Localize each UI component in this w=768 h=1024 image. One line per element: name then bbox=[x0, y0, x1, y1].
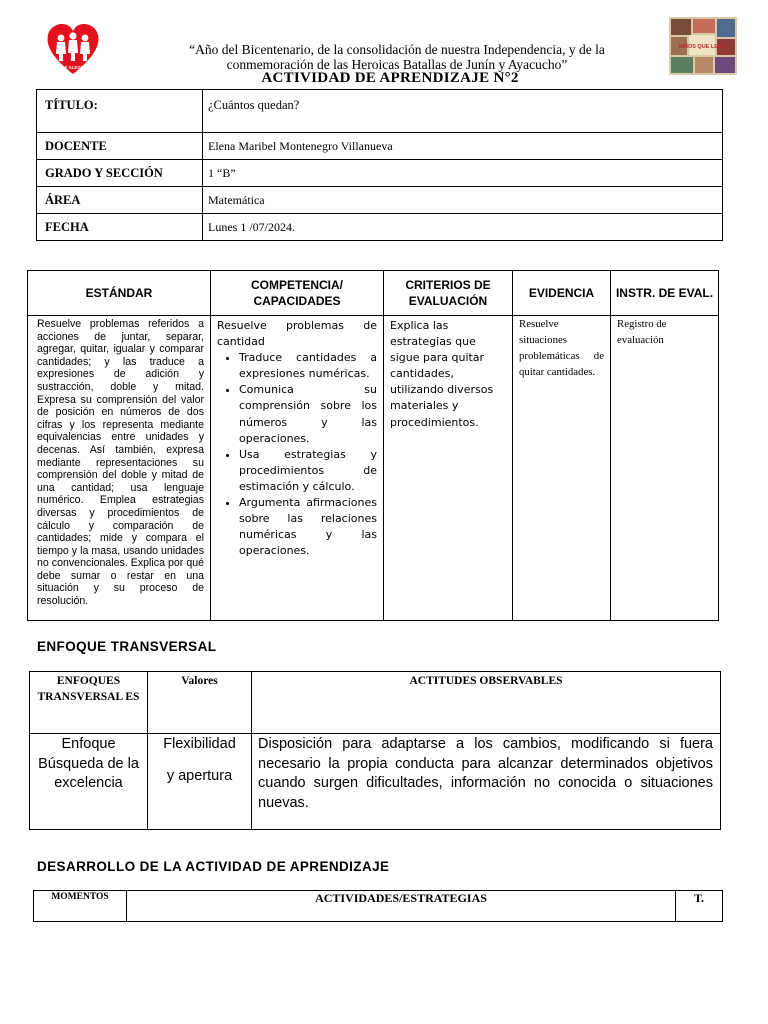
info-row-grado bbox=[37, 160, 723, 187]
info-value: Lunes 1 /07/2024. bbox=[203, 214, 723, 241]
criterios-text: Explica las estrategias que sigue para quitar cantidades, utilizando diversos materiales y procedimientos. bbox=[384, 316, 513, 621]
year-motto bbox=[112, 42, 682, 72]
competency-header-row bbox=[28, 271, 719, 316]
header-enfoques: ENFOQUES TRANSVERSAL ES bbox=[30, 672, 148, 734]
school-logo bbox=[44, 20, 102, 76]
competencia-text: Resuelve problemas de cantidad bbox=[217, 319, 377, 349]
header-momentos: MOMENTOS bbox=[34, 891, 127, 922]
header-competencia: COMPETENCIA/ CAPACIDADES bbox=[211, 271, 384, 316]
header-estandar: ESTÁNDAR bbox=[28, 271, 211, 316]
svg-text:NIÑOS QUE LEEN: NIÑOS QUE LEEN bbox=[678, 44, 726, 50]
valor-line-2: y apertura bbox=[166, 767, 233, 784]
desarrollo-table bbox=[33, 890, 723, 922]
enfoque-name: Enfoque Búsqueda de la excelencia bbox=[30, 734, 148, 830]
actitud-text: Disposición para adaptarse a los cambios, modificando si fuera necesario la propia conducta para alcanzar determinados objetivos cuando surgen dificultades, información no conocida o situaciones nuevas. bbox=[252, 734, 721, 830]
info-value: 1 “B” bbox=[203, 160, 723, 187]
activity-info-table bbox=[36, 89, 723, 241]
competency-table bbox=[27, 270, 719, 621]
header-valores: Valores bbox=[148, 672, 252, 734]
desarrollo-header-row bbox=[34, 891, 723, 922]
instrumento-text: Registro de evaluación bbox=[611, 316, 719, 621]
header-evidencia: EVIDENCIA bbox=[513, 271, 611, 316]
svg-text:FE Y ALEGRIA: FE Y ALEGRIA bbox=[57, 65, 89, 70]
activity-title: ACTIVIDAD DE APRENDIZAJE N°2 bbox=[261, 70, 519, 86]
capacidad-item: • Traduce cantidades a expresiones numéricas. bbox=[239, 350, 377, 382]
info-value: Matemática bbox=[203, 187, 723, 214]
capacidad-item: • Usa estrategias y procedimientos de estimación y cálculo. bbox=[239, 447, 377, 495]
enfoque-table bbox=[29, 671, 721, 830]
capacidades-list bbox=[217, 350, 377, 559]
info-label: GRADO Y SECCIÓN bbox=[37, 160, 203, 187]
header-actitudes: ACTITUDES OBSERVABLES bbox=[252, 672, 721, 734]
enfoque-header-row bbox=[30, 672, 721, 734]
capacidad-item: • Comunica su comprensión sobre los números y las operaciones. bbox=[239, 382, 377, 446]
valor-cell bbox=[148, 734, 252, 830]
info-label: TÍTULO: bbox=[37, 90, 203, 133]
capacidades-cell bbox=[211, 316, 384, 621]
info-row-title bbox=[37, 90, 723, 133]
header-actividades: ACTIVIDADES/ESTRATEGIAS bbox=[127, 891, 676, 922]
info-value: ¿Cuántos quedan? bbox=[203, 90, 723, 133]
info-label: FECHA bbox=[37, 214, 203, 241]
info-row-docente bbox=[37, 133, 723, 160]
valor-line-1: Flexibilidad bbox=[163, 736, 236, 752]
year-motto-line-2: conmemoración de las Heroicas Batallas de Junín y Ayacucho” bbox=[226, 57, 568, 72]
estandar-text: Resuelve problemas referidos a acciones de juntar, separar, agregar, quitar, igualar y comparar cantidades; y las traduce a expresiones de adición y sustracción, doble y mitad. Expresa su comprensión del valor de posición en números de dos cifras y los representa mediante equivalencias entre unidades y decenas. Así también, expresa mediante representaciones su comprensión del doble y mitad de una cantidad; usa lenguaje numérico. Emplea estrategias diversas y procedimientos de cálculo y comparación de cantidades; mide y compara el tiempo y la masa, usando unidades no convencionales. Explica por qué debe sumar o restar en una situación y su proceso de resolución. bbox=[28, 316, 211, 621]
year-motto-line-1: “Año del Bicentenario, de la consolidación de nuestra Independencia, y de la bbox=[189, 42, 605, 57]
enfoque-body-row bbox=[30, 734, 721, 830]
header-criterios: CRITERIOS DE EVALUACIÓN bbox=[384, 271, 513, 316]
enfoque-heading: ENFOQUE TRANSVERSAL bbox=[37, 639, 217, 654]
info-value: Elena Maribel Montenegro Villanueva bbox=[203, 133, 723, 160]
competency-body-row bbox=[28, 316, 719, 621]
info-row-fecha bbox=[37, 214, 723, 241]
info-label: ÁREA bbox=[37, 187, 203, 214]
header-tiempo: T. bbox=[676, 891, 723, 922]
info-row-area bbox=[37, 187, 723, 214]
header-instrumento: INSTR. DE EVAL. bbox=[611, 271, 719, 316]
info-label: DOCENTE bbox=[37, 133, 203, 160]
capacidad-item: • Argumenta afirmaciones sobre las relaciones numéricas y las operaciones. bbox=[239, 495, 377, 559]
evidencia-text: Resuelve situaciones problemáticas de quitar cantidades. bbox=[513, 316, 611, 621]
desarrollo-heading: DESARROLLO DE LA ACTIVIDAD DE APRENDIZAJE bbox=[37, 859, 390, 874]
